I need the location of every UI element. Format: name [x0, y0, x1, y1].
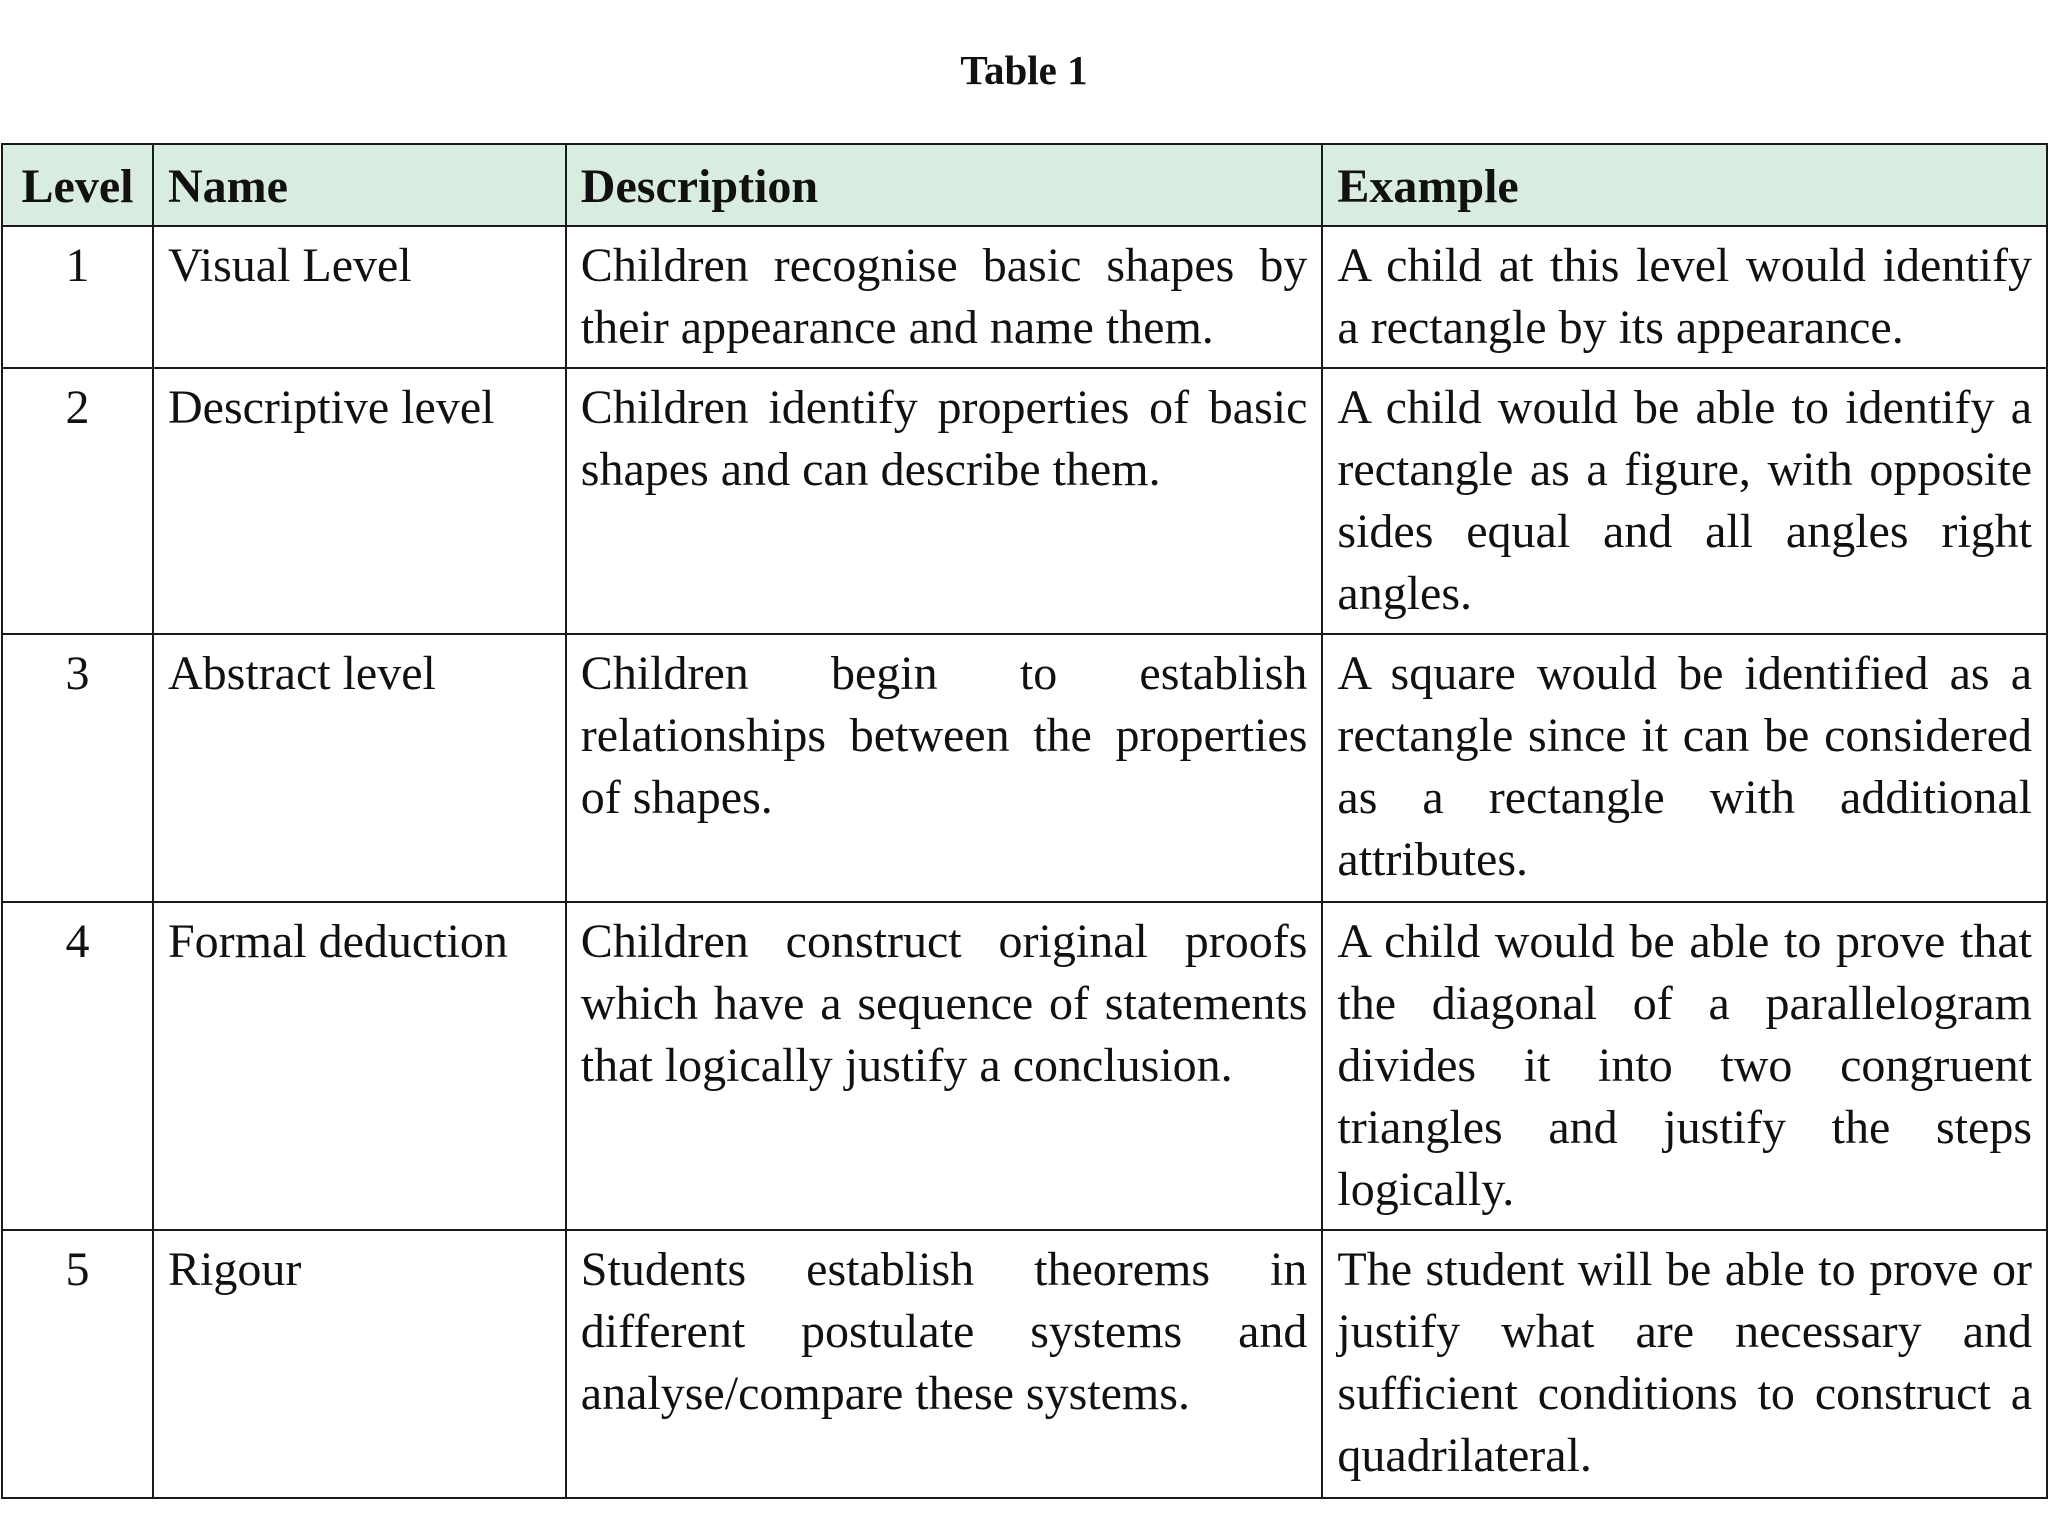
description-cell: Children begin to establish relationships between the properties of shapes. [566, 634, 1323, 902]
name-cell: Visual Level [153, 226, 566, 368]
table-header-row [2, 144, 2047, 226]
level-cell: 2 [2, 368, 153, 634]
level-cell: 1 [2, 226, 153, 368]
table-row [2, 1230, 2047, 1498]
level-cell: 5 [2, 1230, 153, 1498]
table-row [2, 368, 2047, 634]
header-example: Example [1322, 144, 2047, 226]
name-cell: Abstract level [153, 634, 566, 902]
header-name: Name [153, 144, 566, 226]
name-cell: Formal deduction [153, 902, 566, 1230]
van-hiele-levels-table [1, 143, 2048, 1499]
header-level: Level [2, 144, 153, 226]
description-cell: Children construct original proofs which have a sequence of statements that logically justify a conclusion. [566, 902, 1323, 1230]
description-cell: Children recognise basic shapes by their appearance and name them. [566, 226, 1323, 368]
example-cell: A child would be able to prove that the diagonal of a parallelogram divides it into two congruent triangles and justify the steps logically. [1322, 902, 2047, 1230]
example-cell: A child at this level would identify a rectangle by its appearance. [1322, 226, 2047, 368]
example-cell: A child would be able to identify a rectangle as a figure, with opposite sides equal and all angles right angles. [1322, 368, 2047, 634]
name-cell: Descriptive level [153, 368, 566, 634]
table-row [2, 226, 2047, 368]
name-cell: Rigour [153, 1230, 566, 1498]
description-cell: Students establish theorems in different postulate systems and analyse/compare these systems. [566, 1230, 1323, 1498]
level-cell: 4 [2, 902, 153, 1230]
level-cell: 3 [2, 634, 153, 902]
example-cell: The student will be able to prove or justify what are necessary and sufficient conditions to construct a quadrilateral. [1322, 1230, 2047, 1498]
table-row [2, 902, 2047, 1230]
description-cell: Children identify properties of basic shapes and can describe them. [566, 368, 1323, 634]
header-description: Description [566, 144, 1323, 226]
example-cell: A square would be identified as a rectangle since it can be considered as a rectangle with additional attributes. [1322, 634, 2047, 902]
table-row [2, 634, 2047, 902]
table-caption: Table 1 [960, 47, 1088, 93]
